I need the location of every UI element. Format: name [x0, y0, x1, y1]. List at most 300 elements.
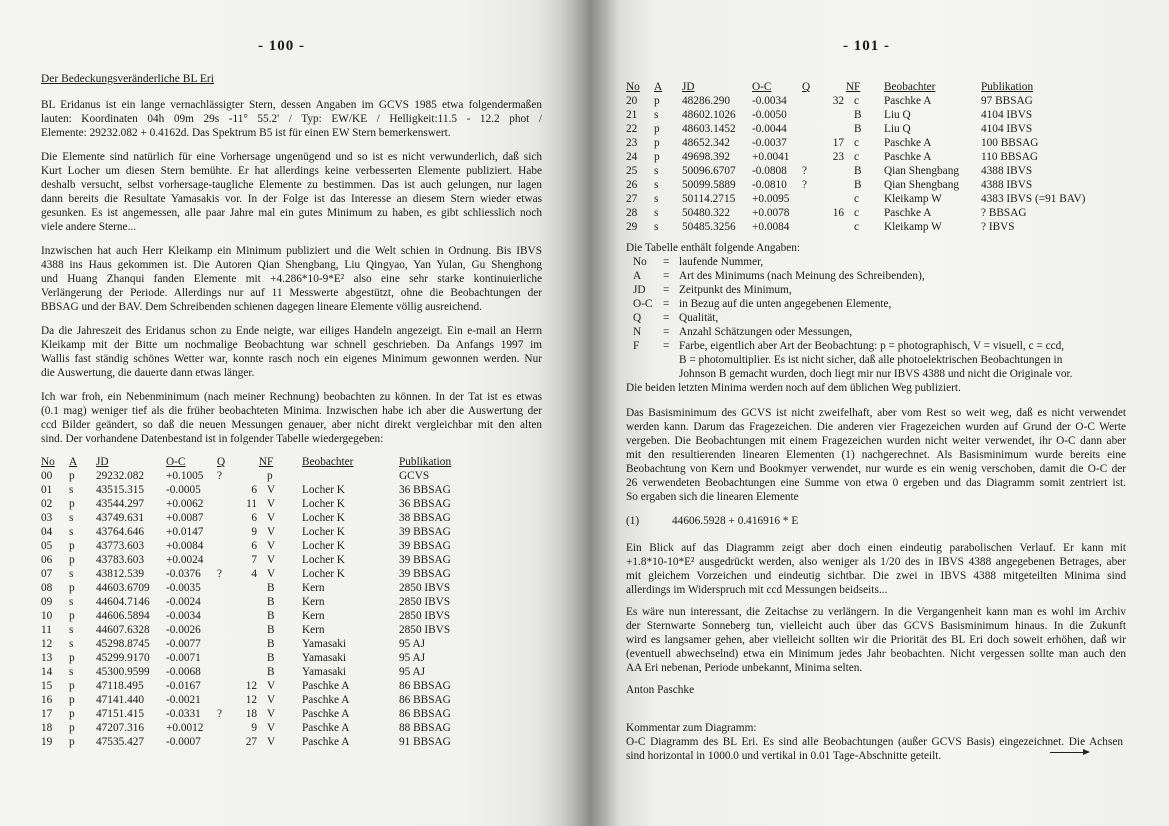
text-line: Kleikamp mit der Bitte um nochmalige Beobachtung war schnell geschrieben. Da Anfangs 1997 im	[41, 339, 542, 351]
table-cell	[802, 206, 820, 220]
table-cell	[302, 469, 399, 483]
table-cell	[802, 122, 820, 136]
table-cell	[217, 679, 237, 693]
table-cell: 47207.316	[96, 722, 145, 734]
definition-value: Anzahl Schätzungen oder Messungen,	[679, 326, 853, 338]
table-cell	[820, 122, 854, 136]
table-cell: p	[654, 137, 660, 149]
table-cell: Kleikamp W	[884, 221, 942, 233]
table-cell: 38 BBSAG	[399, 512, 451, 524]
text-line: ccd Bilder geändert, so daß die neuen Messungen genauer, aber nicht direkt vergleichbar mit den alten	[41, 419, 542, 431]
table-row	[626, 206, 1131, 220]
table-row	[41, 497, 459, 511]
table-cell: B	[267, 638, 275, 650]
table-cell: s	[69, 596, 74, 608]
paragraph	[41, 324, 542, 380]
text-line: wird es langsamer gehen, aber vielleicht sollten wir die Priorität des BL Eri doch soweit erhöhen, daß wir	[626, 634, 1126, 646]
table-cell: V	[267, 484, 276, 496]
observations-table-left	[41, 455, 459, 749]
table-cell: 47151.415	[96, 708, 145, 720]
definition-key: F	[633, 340, 640, 352]
table-cell: Qian Shengbang	[884, 179, 959, 191]
table-cell: 25	[626, 165, 638, 177]
text-line: Da die Jahreszeit des Eridanus schon zu Ende neigte, war eiliges Handeln angezeigt. Ein e-mail an Herrn	[41, 325, 542, 337]
table-cell: ?	[217, 470, 223, 482]
table-cell: 86 BBSAG	[399, 680, 451, 692]
table-cell	[217, 539, 237, 553]
table-cell: 23	[832, 151, 844, 163]
table-cell: -0.0167	[166, 680, 201, 692]
text-line: Verlängerung der Periode. Allerdings nur auf 11 Messwerte abgestützt, ohne die Beobachtungen der	[41, 287, 542, 299]
table-cell: c	[854, 95, 860, 107]
definitions-outro: Die beiden letzten Minima werden noch auf dem üblichen Weg publiziert.	[626, 382, 961, 394]
table-cell: p	[69, 554, 75, 566]
definitions-list	[626, 241, 1126, 395]
text-line: Ein Blick auf das Diagramm zeigt aber doch einen eindeutig parabolischen Verlauf. Er kann mit	[626, 542, 1126, 554]
table-cell: B	[854, 123, 862, 135]
table-cell: V	[267, 694, 276, 706]
table-cell: s	[69, 638, 74, 650]
table-cell: +0.0084	[752, 221, 790, 233]
table-row	[41, 539, 459, 553]
table-cell: 43783.603	[96, 554, 145, 566]
table-cell: ?	[802, 165, 808, 177]
table-cell: Paschke A	[302, 680, 350, 692]
table-cell: -0.0024	[166, 596, 201, 608]
table-cell: p	[69, 694, 75, 706]
table-cell: p	[69, 582, 75, 594]
text-line: (eventuell abwechselnd) etwa ein Minimum jedes Jahr beobachten. Nicht vergessen sollte man auch den	[626, 648, 1126, 660]
table-cell: -0.0035	[166, 582, 201, 594]
table-cell: V	[267, 680, 276, 692]
paragraph-parabola	[626, 541, 1126, 597]
table-cell: ? IBVS	[981, 221, 1015, 233]
table-row	[41, 721, 459, 735]
table-cell: Locher K	[302, 568, 345, 580]
column-header: JD	[682, 81, 695, 93]
table-cell: 100 BBSAG	[981, 137, 1039, 149]
table-cell: 7	[251, 554, 257, 566]
table-cell: 47118.495	[96, 680, 144, 692]
table-cell: V	[267, 540, 276, 552]
text-line: Beobachtung von Kern und Bookmyer verwendet, nur wurde es ein wenig verschoben, damit die O-C der	[626, 463, 1126, 475]
table-cell: Locher K	[302, 512, 345, 524]
table-cell: Kern	[302, 610, 325, 622]
table-cell: p	[69, 540, 75, 552]
table-row	[41, 469, 459, 483]
table-row	[41, 651, 459, 665]
table-cell: s	[69, 484, 74, 496]
table-cell	[217, 721, 237, 735]
table-cell: +0.0084	[166, 540, 204, 552]
table-cell: 07	[41, 568, 53, 580]
text-line: O-C Diagramm des BL Eri. Es sind alle Beobachtungen (außer GCVS Basis) eingezeichnet. Die Achsen	[626, 736, 1123, 748]
table-cell	[217, 553, 237, 567]
equals-sign: =	[663, 256, 670, 268]
table-cell: V	[267, 512, 276, 524]
table-cell: 39 BBSAG	[399, 554, 451, 566]
table-cell	[217, 595, 237, 609]
table-row	[41, 693, 459, 707]
table-cell: 4383 IBVS (=91 BAV)	[981, 193, 1086, 205]
paragraph	[41, 150, 542, 234]
table-cell: ?	[217, 708, 223, 720]
text-line: Inzwischen hat auch Herr Kleikamp ein Minimum publiziert und die Welt schien in Ordnung. Bis IBVS	[41, 245, 542, 257]
table-cell: 03	[41, 512, 53, 524]
table-cell: -0.0034	[166, 610, 201, 622]
table-cell: V	[267, 568, 276, 580]
table-cell: Paschke A	[884, 207, 932, 219]
table-cell: 14	[41, 666, 53, 678]
table-cell	[237, 609, 267, 623]
table-cell: 02	[41, 498, 53, 510]
author-name: Anton Paschke	[626, 684, 695, 696]
table-cell: 15	[41, 680, 53, 692]
paragraph	[41, 98, 542, 140]
table-row	[41, 483, 459, 497]
text-line: dann bereits die Resultate Yamasakis vor. In der Folge ist das Interesse an diesem Stern wieder etwas	[41, 193, 542, 205]
table-cell: 36 BBSAG	[399, 498, 451, 510]
table-cell: Locher K	[302, 498, 345, 510]
definition-row	[626, 255, 1126, 269]
table-cell: p	[69, 736, 75, 748]
table-cell: Paschke A	[302, 736, 350, 748]
table-cell: 16	[832, 207, 844, 219]
table-cell: p	[69, 652, 75, 664]
table-cell	[820, 220, 854, 234]
equals-sign	[663, 353, 679, 367]
table-cell: -0.0044	[752, 123, 787, 135]
table-cell	[217, 693, 237, 707]
table-row	[41, 553, 459, 567]
text-line: deshalb versucht, selbst vorhersage-taugliche Elemente zu bestimmen. Das ist auch gelungen, nur lagen	[41, 179, 542, 191]
table-cell: p	[69, 722, 75, 734]
table-cell: 17	[832, 137, 844, 149]
table-cell: -0.0021	[166, 694, 201, 706]
table-cell: 95 AJ	[399, 666, 426, 678]
table-cell: 22	[626, 123, 638, 135]
table-cell: 10	[41, 610, 53, 622]
table-cell: 39 BBSAG	[399, 540, 451, 552]
table-cell	[217, 623, 237, 637]
table-cell: +0.0012	[166, 722, 204, 734]
table-cell	[217, 665, 237, 679]
table-cell: B	[267, 596, 275, 608]
table-cell	[217, 581, 237, 595]
text-line: der Sternwarte Sonneberg tun, vielleicht auch über das GCVS Basisminimum hinaus. In die Zukunft	[626, 620, 1126, 632]
table-cell: -0.0050	[752, 109, 787, 121]
table-cell: Yamasaki	[302, 638, 347, 650]
table-cell: -0.0808	[752, 165, 787, 177]
table-cell: 01	[41, 484, 53, 496]
table-cell	[237, 469, 267, 483]
table-cell: 11	[246, 498, 257, 510]
table-cell: 24	[626, 151, 638, 163]
table-cell: s	[69, 666, 74, 678]
table-cell: 16	[41, 694, 53, 706]
table-cell: s	[69, 568, 74, 580]
table-cell: 43544.297	[96, 498, 145, 510]
table-row	[626, 164, 1131, 178]
text-line: vergeben. Die Beobachtungen mit einem Fragezeichen wurden nicht weiter verwendet, ihr O-C dann aber	[626, 435, 1126, 447]
paragraph	[41, 390, 542, 446]
text-line: allerdings im Widerspruch mit ccd Messungen beidseits...	[626, 584, 888, 596]
column-header: N	[845, 81, 854, 93]
table-cell	[820, 192, 854, 206]
table-cell: 9	[251, 526, 257, 538]
table-cell: -0.0068	[166, 666, 201, 678]
table-cell	[217, 483, 237, 497]
table-cell	[820, 178, 854, 192]
table-cell: 86 BBSAG	[399, 708, 451, 720]
table-row	[41, 609, 459, 623]
table-cell	[217, 609, 237, 623]
text-line: sind. Der vorhandene Datenbestand ist in folgender Tabelle wiedergegeben:	[41, 433, 384, 445]
table-cell: +0.0087	[166, 512, 204, 524]
table-cell: ?	[802, 179, 808, 191]
equals-sign: =	[663, 312, 670, 324]
definitions-intro: Die Tabelle enthält folgende Angaben:	[626, 242, 801, 254]
table-cell: 39 BBSAG	[399, 568, 451, 580]
table-cell: 06	[41, 554, 53, 566]
definition-value: laufende Nummer,	[679, 256, 764, 268]
table-cell	[217, 637, 237, 651]
table-cell	[217, 525, 237, 539]
table-cell	[217, 497, 237, 511]
table-cell: p	[654, 123, 660, 135]
text-line: Elemente: 29232.082 + 0.4162d. Das Spektrum B5 ist für einen EW Stern bemerkenswert.	[41, 127, 451, 139]
table-cell: B	[267, 610, 275, 622]
table-cell: 39 BBSAG	[399, 526, 451, 538]
table-cell: c	[854, 193, 860, 205]
table-cell: Locher K	[302, 554, 345, 566]
column-header: No	[626, 81, 640, 93]
table-row	[41, 707, 459, 721]
table-cell: 43749.631	[96, 512, 145, 524]
definition-key: O-C	[633, 298, 653, 310]
table-row	[626, 136, 1131, 150]
table-cell: 08	[41, 582, 53, 594]
definition-value: Zeitpunkt des Minimum,	[679, 284, 792, 296]
table-cell: 04	[41, 526, 53, 538]
table-cell: 12	[41, 638, 53, 650]
table-cell: c	[854, 207, 860, 219]
column-header: JD	[96, 456, 109, 468]
table-cell: -0.0026	[166, 624, 201, 636]
table-row	[41, 567, 459, 581]
table-cell: 45299.9170	[96, 652, 150, 664]
table-cell: 4	[251, 568, 257, 580]
table-cell	[237, 651, 267, 665]
table-cell	[237, 623, 267, 637]
table-cell: 11	[41, 624, 52, 636]
table-cell: ?	[217, 568, 223, 580]
text-line: AA Eri nebenan, Periode unbekannt, Minima selten.	[626, 662, 863, 674]
definition-row	[626, 367, 1126, 381]
table-row	[626, 108, 1131, 122]
table-cell: p	[69, 470, 75, 482]
table-cell: 4388 IBVS	[981, 165, 1033, 177]
table-cell: 48286.290	[682, 95, 731, 107]
comment-text	[626, 735, 1123, 763]
table-cell: -0.0071	[166, 652, 201, 664]
text-line: (0.1 mag) weniger tief als die früher beobachteten Minima. Inzwischen habe ich aber die Auswertung der	[41, 405, 542, 417]
arrow-icon	[1050, 752, 1088, 753]
table-cell: 05	[41, 540, 53, 552]
table-cell	[820, 108, 854, 122]
equals-sign: =	[663, 340, 670, 352]
table-cell	[237, 637, 267, 651]
column-header: F	[854, 81, 861, 93]
table-cell: -0.0037	[752, 137, 787, 149]
table-cell: 23	[626, 137, 638, 149]
text-line: 4388 ins Haus gekommen ist. Die Autoren Qian Shengbang, Liu Qingyao, Yan Yulan, Gu Shenghong	[41, 259, 542, 271]
table-cell: -0.0034	[752, 95, 787, 107]
table-cell: 4104 IBVS	[981, 123, 1033, 135]
table-cell: B	[267, 652, 275, 664]
column-header: F	[267, 456, 274, 468]
table-cell: 44606.5894	[96, 610, 150, 622]
table-row	[626, 94, 1131, 108]
definition-row	[626, 325, 1126, 339]
table-cell: V	[267, 498, 276, 510]
text-line: 26 verwendeten Beobachtungen eine Summe von etwa 0 ergeben und das Diagramm somit zentriert ist.	[626, 477, 1126, 489]
table-cell: 2850 IBVS	[399, 596, 451, 608]
table-cell	[237, 595, 267, 609]
table-cell: 50480.322	[682, 207, 731, 219]
table-cell: Paschke A	[884, 137, 932, 149]
text-line: gesunken. Es ist angemessen, alle paar Jahre mal ein gutes Minimum zu haben, es gibt schliesslich noch	[41, 207, 542, 219]
table-cell: Yamasaki	[302, 666, 347, 678]
table-cell: 44603.6709	[96, 582, 150, 594]
table-cell: ? BBSAG	[981, 207, 1027, 219]
table-cell: 50099.5889	[682, 179, 736, 191]
equals-sign: =	[663, 284, 670, 296]
table-row	[41, 525, 459, 539]
table-cell: B	[854, 179, 862, 191]
equals-sign: =	[663, 326, 670, 338]
table-cell: Liu Q	[884, 123, 911, 135]
column-header: A	[654, 81, 663, 93]
table-cell: c	[854, 151, 860, 163]
formula: 44606.5928 + 0.416916 * E	[672, 515, 799, 527]
table-cell: V	[267, 554, 276, 566]
table-row	[626, 178, 1131, 192]
table-cell: +0.0062	[166, 498, 204, 510]
definition-value: B = photomultiplier. Es ist nicht sicher, daß alle photoelektrischen Beobachtungen in	[679, 354, 1063, 366]
table-cell: 36 BBSAG	[399, 484, 451, 496]
table-cell: 32	[832, 95, 844, 107]
table-cell: 86 BBSAG	[399, 694, 451, 706]
table-row	[626, 192, 1131, 206]
text-line: werden kann. Darum das Fragezeichen. Die anderen vier Fragezeichen wurden auf Grund der O-C Werte	[626, 421, 1126, 433]
table-cell: -0.0077	[166, 638, 201, 650]
definition-row	[626, 269, 1126, 283]
table-cell: Locher K	[302, 484, 345, 496]
definition-value: Art des Minimums (nach Meinung des Schreibenden),	[679, 270, 925, 282]
paragraph-basis	[626, 406, 1126, 504]
table-row	[41, 637, 459, 651]
observations-table-right	[626, 80, 1131, 234]
table-cell: +0.0041	[752, 151, 790, 163]
table-cell: Yamasaki	[302, 652, 347, 664]
table-cell: 45298.8745	[96, 638, 150, 650]
table-cell	[237, 665, 267, 679]
text-line: und Huang Zhanqui fanden Elemente mit +4.286*10-9*E² also eine sehr starke kontinuierliche	[41, 273, 542, 285]
table-cell: 2850 IBVS	[399, 582, 451, 594]
column-header: Beobachter	[302, 456, 354, 468]
equals-sign: =	[663, 270, 670, 282]
table-cell: c	[854, 221, 860, 233]
table-cell: s	[654, 193, 659, 205]
table-cell: 9	[251, 722, 257, 734]
table-cell: V	[267, 708, 276, 720]
table-cell: B	[854, 165, 862, 177]
table-cell: Paschke A	[302, 722, 350, 734]
page-number-right: - 101 -	[843, 38, 890, 54]
table-cell: +0.1005	[166, 470, 204, 482]
table-cell: 2850 IBVS	[399, 624, 451, 636]
table-cell: s	[69, 512, 74, 524]
table-cell: 4104 IBVS	[981, 109, 1033, 121]
text-line: sind horizontal in 1000.0 und vertikal in 0.01 Tage-Abschnitte geteilt.	[626, 750, 942, 762]
table-cell	[217, 735, 237, 749]
column-header: No	[41, 456, 55, 468]
table-cell: B	[267, 624, 275, 636]
table-cell: s	[69, 624, 74, 636]
column-header: Beobachter	[884, 81, 936, 93]
table-cell: 20	[626, 95, 638, 107]
page-number-left: - 100 -	[258, 38, 305, 54]
definition-key	[626, 353, 663, 367]
table-cell	[237, 581, 267, 595]
definition-value: Farbe, eigentlich aber Art der Beobachtung: p = photographisch, V = visuell, c = ccd,	[679, 340, 1065, 352]
table-cell: 88 BBSAG	[399, 722, 451, 734]
table-cell: s	[654, 165, 659, 177]
text-line: mit den resultierenden linearen Elementen (1) nachgerechnet. Als Basisminimum wurde bereits eine	[626, 449, 1126, 461]
table-cell: -0.0005	[166, 484, 201, 496]
definition-key	[626, 367, 663, 381]
table-cell	[802, 192, 820, 206]
table-cell	[802, 220, 820, 234]
table-cell: 43773.603	[96, 540, 145, 552]
table-cell: B	[267, 582, 275, 594]
table-cell: 09	[41, 596, 53, 608]
column-header: N	[258, 456, 267, 468]
table-cell: 47141.440	[96, 694, 145, 706]
table-cell: 43812.539	[96, 568, 145, 580]
table-cell: 50096.6707	[682, 165, 736, 177]
table-cell: 4388 IBVS	[981, 179, 1033, 191]
table-cell: 91 BBSAG	[399, 736, 451, 748]
equals-sign	[663, 367, 679, 381]
table-row	[41, 581, 459, 595]
table-cell: 13	[41, 652, 53, 664]
definition-row	[626, 297, 1126, 311]
paragraph	[41, 244, 542, 314]
table-cell: 50114.2715	[682, 193, 736, 205]
text-line: So ergaben sich die linearen Elemente	[626, 491, 799, 503]
table-cell: Paschke A	[884, 95, 932, 107]
table-cell: 00	[41, 470, 53, 482]
definition-row	[626, 339, 1126, 353]
table-cell: p	[69, 610, 75, 622]
text-line: BBSAG und der BAV. Dem Schreibenden schienen dagegen lineare Elemente völlig ausreichend.	[41, 301, 482, 313]
table-cell: 48602.1026	[682, 109, 736, 121]
definition-row	[626, 353, 1126, 367]
text-line: viele andere Sterne...	[41, 221, 137, 233]
table-row	[626, 122, 1131, 136]
